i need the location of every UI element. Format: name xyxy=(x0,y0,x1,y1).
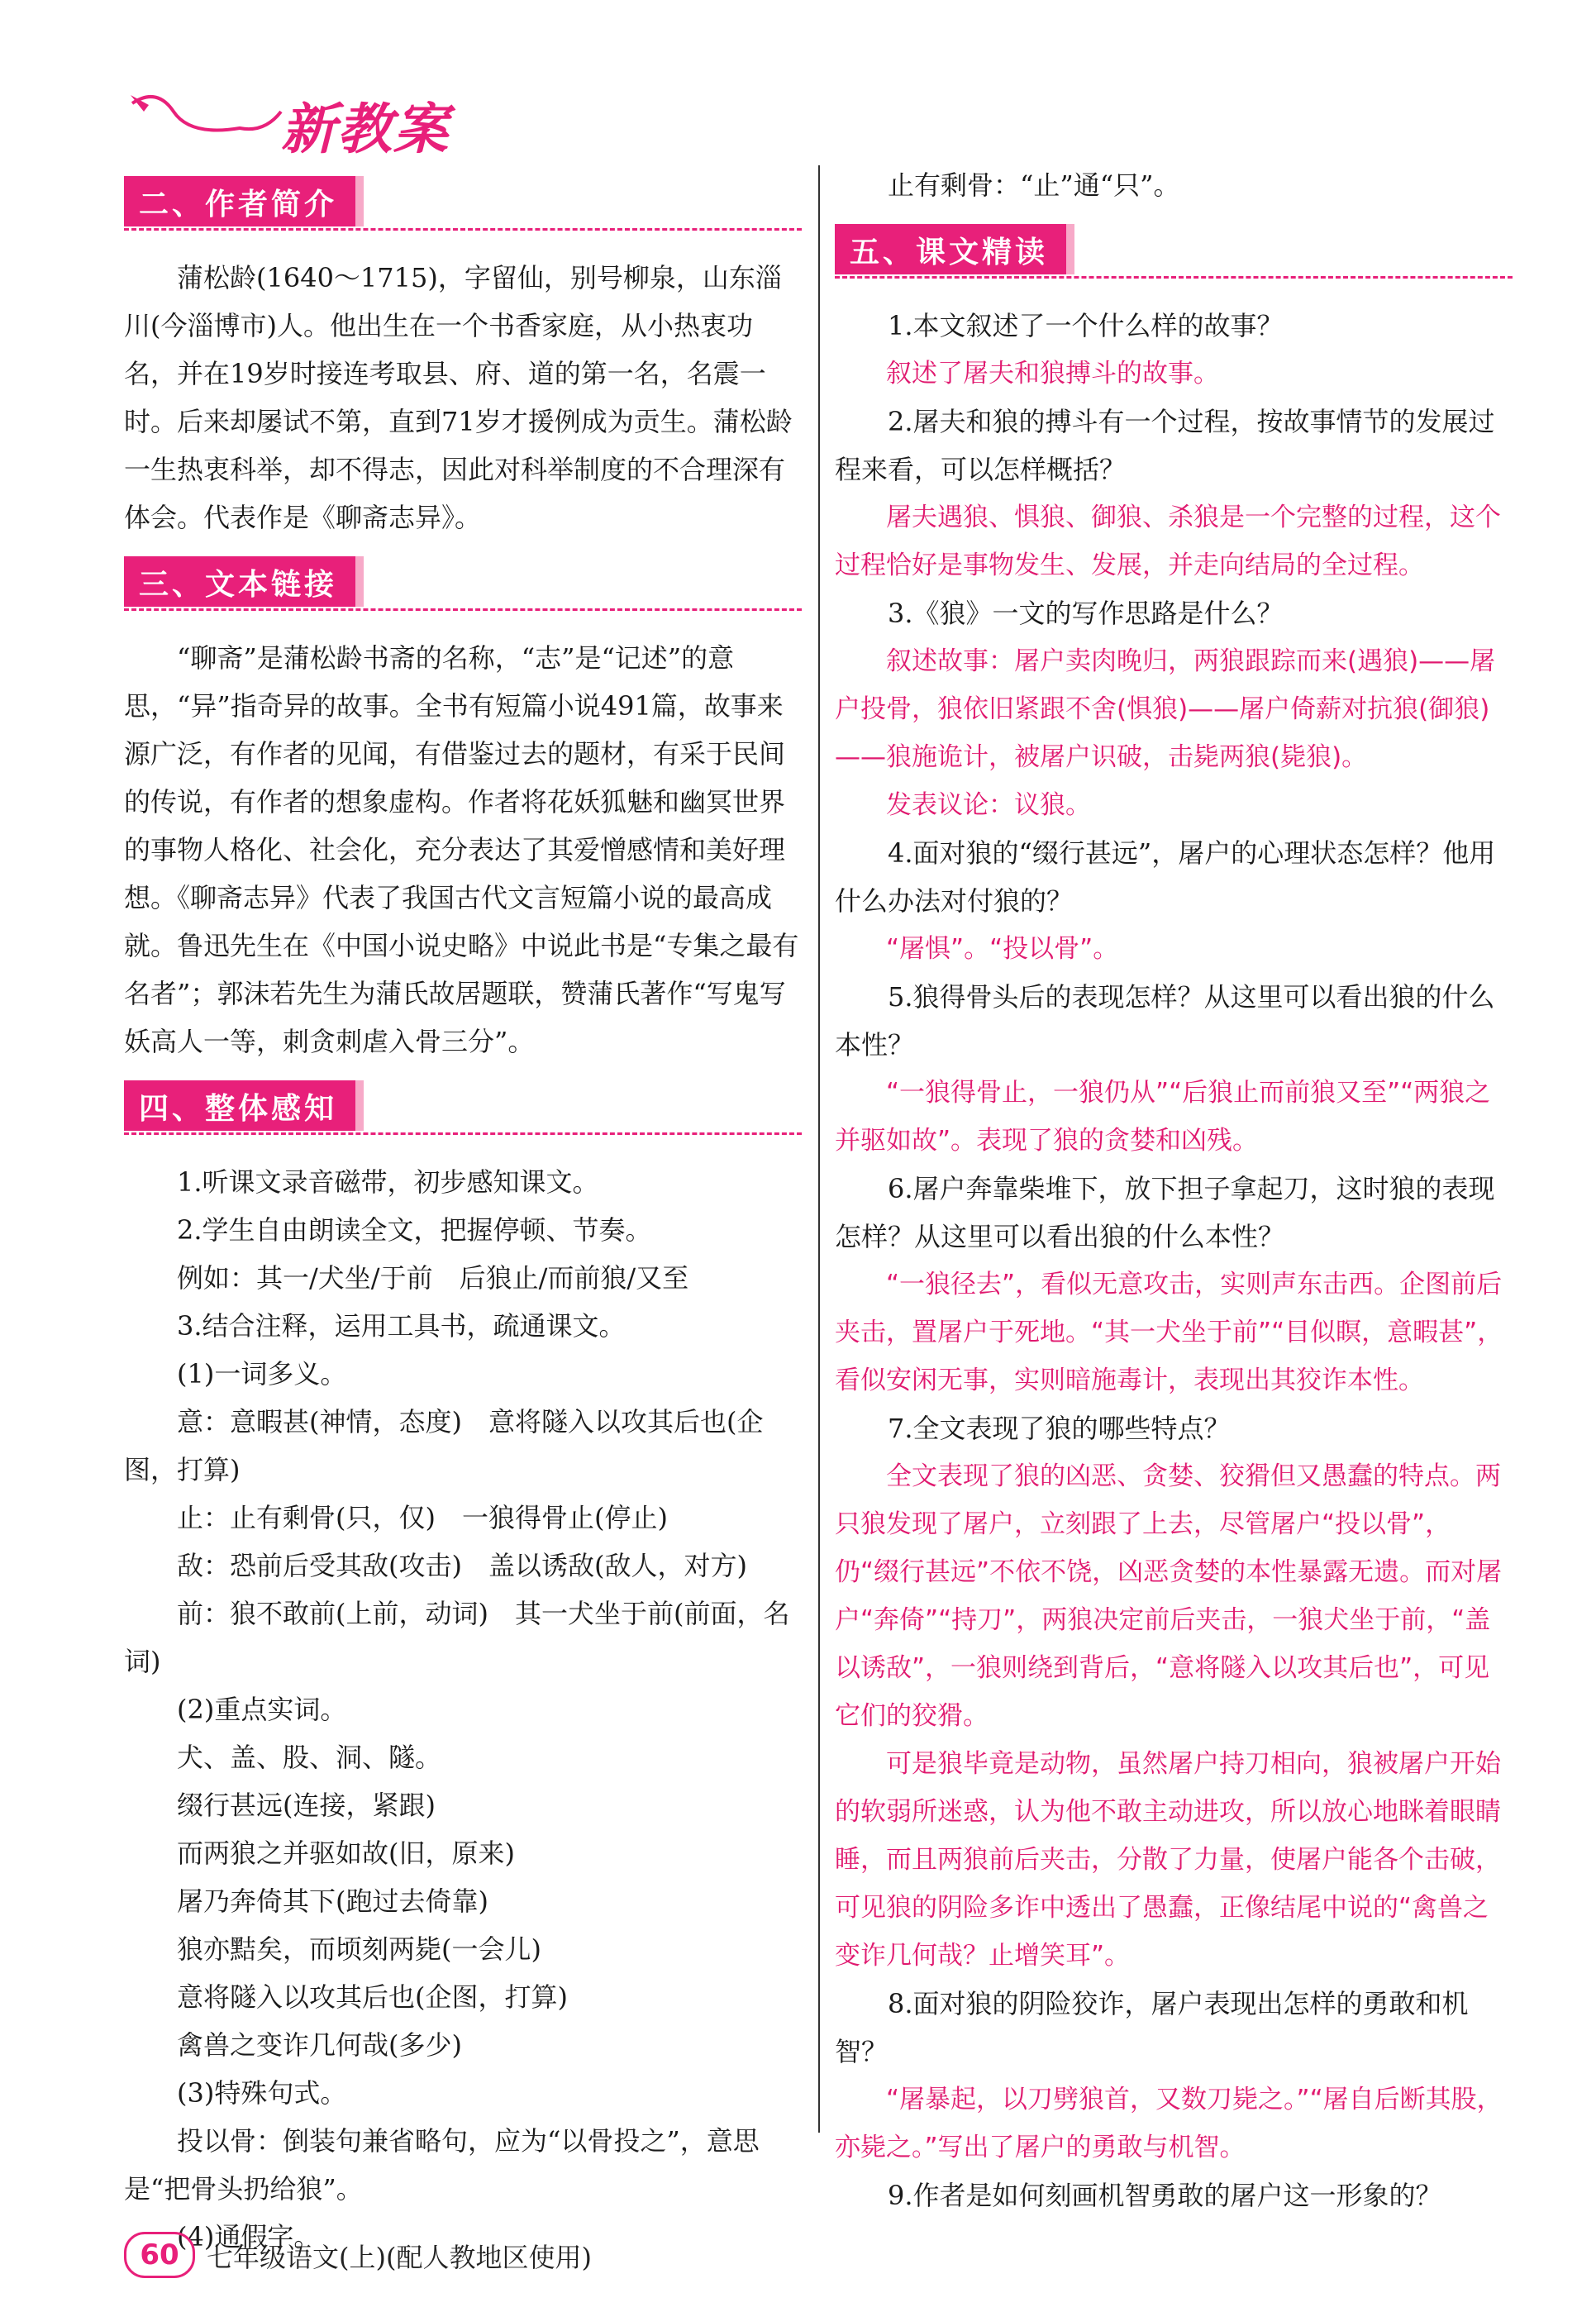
answer: “屠暴起，以刀劈狼首，又数刀毙之。”“屠自后断其股，亦毙之。”写出了屠户的勇敢与机智。 xyxy=(835,2085,1503,2162)
overview-line: 意将隧入以攻其后也(企图，打算) xyxy=(177,1981,568,2013)
overview-line: 意：意暇甚(神情，态度) 意将隧入以攻其后也(企图，打算) xyxy=(124,1406,764,1485)
answer: 叙述了屠夫和狼搏斗的故事。 xyxy=(886,359,1219,389)
overview-line: 止：止有剩骨(只，仅) 一狼得骨止(停止) xyxy=(177,1502,668,1533)
overview-line: (4)通假字。 xyxy=(177,2221,321,2252)
left-column xyxy=(124,161,802,2261)
answer: 屠夫遇狼、惧狼、御狼、杀狼是一个完整的过程，这个过程恰好是事物发生、发展，并走向结局的全过程。 xyxy=(835,503,1501,580)
overview-line: 1.听课文录音磁带，初步感知课文。 xyxy=(177,1166,599,1198)
section-header-close-reading xyxy=(835,224,1513,280)
answer: 叙述故事：屠户卖肉晚归，两狼跟踪而来(遇狼)——屠户投骨，狼依旧紧跟不舍(惧狼)——屠户倚薪对抗狼(御狼)——狼施诡计，被屠户识破，击毙两狼(毙狼)。 xyxy=(835,646,1496,772)
answer: “屠惧”。“投以骨”。 xyxy=(886,934,1119,964)
brand-title: 新教案 xyxy=(281,98,450,161)
overview-line: 犬、盖、股、洞、隧。 xyxy=(177,1742,442,1773)
overview-lines xyxy=(124,1158,802,2261)
right-top-line: 止有剩骨：“止”通“只”。 xyxy=(888,169,1180,201)
qa-list xyxy=(835,302,1513,2219)
overview-line: (2)重点实词。 xyxy=(177,1694,347,1725)
section-title: 二、作者简介 xyxy=(124,176,364,226)
overview-line: 屠乃奔倚其下(跑过去倚靠) xyxy=(177,1885,488,1917)
question: 8.面对狼的阴险狡诈，屠户表现出怎样的勇敢和机智？ xyxy=(835,1988,1469,2067)
answer: “一狼径去”，看似无意攻击，实则声东击西。企图前后夹击，置屠户于死地。“其一犬坐于前”“目似瞑，意暇甚”，看似安闲无事，实则暗施毒计，表现出其狡诈本性。 xyxy=(835,1270,1503,1395)
section-title: 五、课文精读 xyxy=(835,224,1074,274)
overview-line: 而两狼之并驱如故(旧，原来) xyxy=(177,1838,515,1869)
text-link-paragraph: “聊斋”是蒲松龄书斋的名称，“志”是“记述”的意思，“异”指奇异的故事。全书有短篇小说491篇，故事来源广泛，有作者的见闻，有借鉴过去的题材，有采于民间的传说，有作者的想象虚构。作者将花妖狐魅和幽冥世界的事物人格化、社会化，充分表达了其爱憎感情和美好理想。《聊斋志异》代表了我国古代文言短篇小说的最高成就。鲁迅先生在《中国小说史略》中说此书是“专集之最有名者”；郭沫若先生为蒲氏故居题联，赞蒲氏著作“写鬼写妖高人一等，刺贪刺虐入骨三分”。 xyxy=(124,642,799,1057)
page-header xyxy=(124,79,521,161)
question: 2.屠夫和狼的搏斗有一个过程，按故事情节的发展过程来看，可以怎样概括？ xyxy=(835,406,1495,485)
question: 3.《狼》一文的写作思路是什么？ xyxy=(888,598,1284,629)
pen-icon xyxy=(124,79,289,153)
section-header-overview xyxy=(124,1080,802,1137)
answer: 可是狼毕竟是动物，虽然屠户持刀相向，狼被屠户开始的软弱所迷惑，认为他不敢主动进攻，所以放心地眯着眼睛睡，而且两狼前后夹击，分散了力量，使屠户能各个击破，可见狼的阴险多诈中透出了愚蠢，正像结尾中说的“禽兽之变诈几何哉？止增笑耳”。 xyxy=(835,1749,1501,1971)
question: 6.屠户奔靠柴堆下，放下担子拿起刀，这时狼的表现怎样？从这里可以看出狼的什么本性？ xyxy=(835,1173,1495,1252)
overview-line: 3.结合注释，运用工具书，疏通课文。 xyxy=(177,1310,626,1342)
overview-line: 前：狼不敢前(上前，动词) 其一犬坐于前(前面，名词) xyxy=(124,1598,790,1677)
question: 9.作者是如何刻画机智勇敢的屠户这一形象的？ xyxy=(888,2180,1442,2211)
section-title: 四、整体感知 xyxy=(124,1080,364,1131)
question: 1.本文叙述了一个什么样的故事？ xyxy=(888,310,1284,341)
overview-line: 禽兽之变诈几何哉(多少) xyxy=(177,2029,462,2061)
section-header-author xyxy=(124,176,802,232)
question: 4.面对狼的“缀行甚远”，屠户的心理状态怎样？他用什么办法对付狼的？ xyxy=(835,837,1496,917)
page-number: 60 xyxy=(124,2232,195,2278)
column-divider xyxy=(818,165,820,2133)
question: 7.全文表现了狼的哪些特点？ xyxy=(888,1413,1231,1444)
answer: 全文表现了狼的凶恶、贪婪、狡猾但又愚蠢的特点。两只狼发现了屠户，立刻跟了上去，尽管屠户“投以骨”，仍“缀行甚远”不依不饶，凶恶贪婪的本性暴露无遗。而对屠户“奔倚”“持刀”，两狼决定前后夹击，一狼犬坐于前，“盖以诱敌”，一狼则绕到背后，“意将隧入以攻其后也”，可见它们的狡猾。 xyxy=(835,1461,1503,1731)
overview-line: (3)特殊句式。 xyxy=(177,2077,347,2109)
author-paragraph: 蒲松龄(1640～1715)，字留仙，别号柳泉，山东淄川(今淄博市)人。他出生在一个书香家庭，从小热衷功名，并在19岁时接连考取县、府、道的第一名，名震一时。后来却屡试不第，直到71岁才援例成为贡生。蒲松龄一生热衷科举，却不得志，因此对科举制度的不合理深有体会。代表作是《聊斋志异》。 xyxy=(124,262,793,533)
section-title: 三、文本链接 xyxy=(124,556,364,607)
right-column xyxy=(835,161,1513,2219)
answer: 发表议论：议狼。 xyxy=(886,790,1091,820)
overview-line: (1)一词多义。 xyxy=(177,1358,347,1390)
overview-line: 缀行甚远(连接，紧跟) xyxy=(177,1790,436,1821)
answer: “一狼得骨止，一狼仍从”“后狼止而前狼又至”“两狼之并驱如故”。表现了狼的贪婪和凶残。 xyxy=(835,1078,1491,1156)
overview-line: 敌：恐前后受其敌(攻击) 盖以诱敌(敌人，对方) xyxy=(177,1550,747,1581)
overview-line: 2.学生自由朗读全文，把握停顿、节奏。 xyxy=(177,1214,652,1246)
overview-line: 狼亦黠矣，而顷刻两毙(一会儿) xyxy=(177,1933,541,1965)
footer-text: 七年级语文(上)(配人教地区使用) xyxy=(207,2242,592,2273)
section-header-text-link xyxy=(124,556,802,613)
overview-line: 例如：其一/犬坐/于前 后狼止/而前狼/又至 xyxy=(177,1262,689,1294)
question: 5.狼得骨头后的表现怎样？从这里可以看出狼的什么本性？ xyxy=(835,981,1495,1061)
page-footer xyxy=(124,2232,686,2281)
overview-line: 投以骨：倒装句兼省略句，应为“以骨投之”，意思是“把骨头扔给狼”。 xyxy=(124,2125,760,2205)
